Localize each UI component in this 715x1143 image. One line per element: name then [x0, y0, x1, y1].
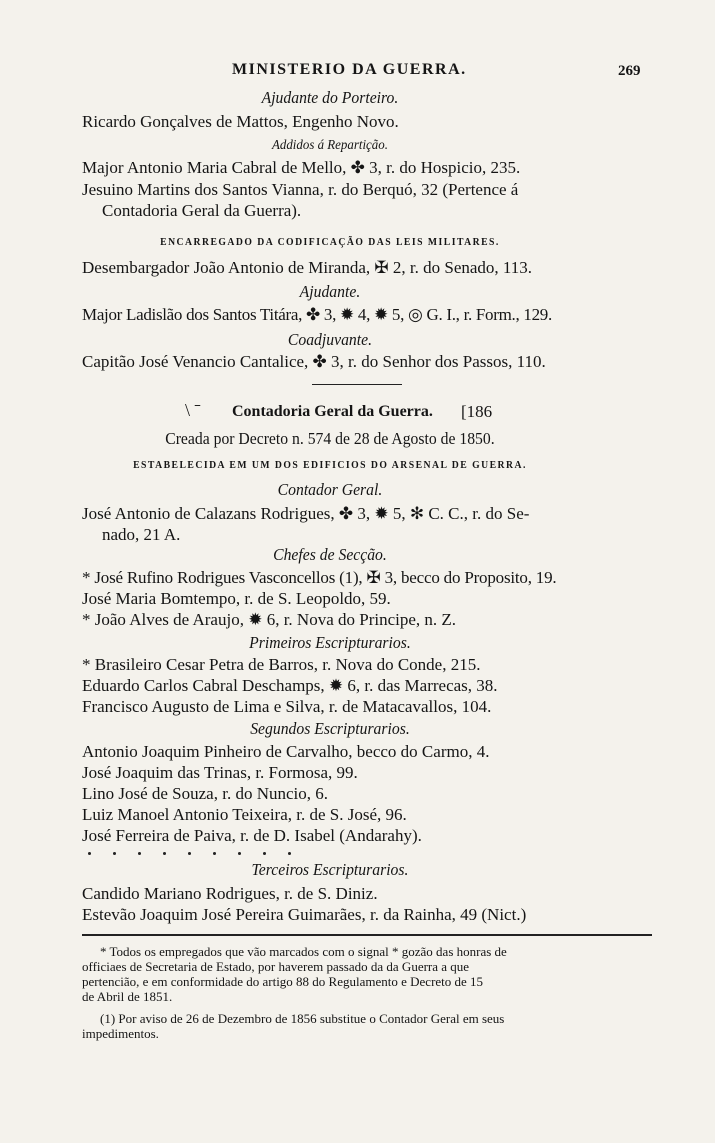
section-heading-contador: Contador Geral. [277, 480, 383, 499]
entry-line: Jesuino Martins dos Santos Vianna, r. do Berquó, 32 (Pertence á [82, 180, 519, 199]
entry-line: Major Ladislão dos Santos Titára, ✤ 3, ✹ 4, ✹ 5, ◎ G. I., r. Form., 129. [82, 305, 552, 324]
list-item: Eduardo Carlos Cabral Deschamps, ✹ 6, r. das Marrecas, 38. [82, 676, 498, 695]
list-item: * João Alves de Araujo, ✹ 6, r. Nova do Principe, n. Z. [82, 610, 457, 629]
footnote-text: de Abril de 1851. [82, 989, 173, 1004]
handwritten-note: [186 [461, 402, 493, 421]
footnote-text: pertencião, e em conformidade do artigo 88 do Regulamento e Decreto de 15 [82, 974, 484, 989]
section-heading-ajudante-porteiro: Ajudante do Porteiro. [261, 88, 399, 107]
section-heading-terceiros: Terceiros Escripturarios. [251, 860, 409, 879]
section-heading-segundos: Segundos Escripturarios. [250, 719, 410, 738]
list-item: José Ferreira de Paiva, r. de D. Isabel (Andarahy). [82, 826, 422, 845]
section-heading-codificacao: ENCARREGADO DA CODIFICAÇÃO DAS LEIS MILITARES. [160, 237, 500, 248]
list-item: Lino José de Souza, r. do Nuncio, 6. [82, 784, 328, 803]
list-item: Antonio Joaquim Pinheiro de Carvalho, becco do Carmo, 4. [82, 742, 490, 761]
location-note: ESTABELECIDA EM UM DOS EDIFICIOS DO ARSENAL DE GUERRA. [133, 460, 527, 471]
section-heading-chefes: Chefes de Secção. [273, 545, 387, 564]
list-item: * Brasileiro Cesar Petra de Barros, r. Nova do Conde, 215. [82, 655, 481, 674]
section-heading-primeiros: Primeiros Escripturarios. [249, 633, 411, 652]
creation-decree: Creada por Decreto n. 574 de 28 de Agosto de 1850. [165, 429, 495, 448]
entry-line: Desembargador João Antonio de Miranda, ✠ 2, r. do Senado, 113. [82, 258, 533, 277]
list-item: José Joaquim das Trinas, r. Formosa, 99. [82, 763, 358, 782]
list-item: Estevão Joaquim José Pereira Guimarães, r. da Rainha, 49 (Nict.) [82, 905, 527, 924]
handwritten-mark: \ ˉ [185, 400, 201, 420]
section-heading-ajudante: Ajudante. [299, 282, 361, 301]
section-heading-addidos: Addidos á Repartição. [271, 138, 388, 153]
list-item: Candido Mariano Rodrigues, r. de S. Diniz. [82, 884, 378, 903]
entry-line: José Antonio de Calazans Rodrigues, ✤ 3, ✹ 5, ✻ C. C., r. do Se- [82, 504, 530, 523]
footnote-text: * Todos os empregados que vão marcados com o signal * gozão das honras de [100, 944, 507, 959]
section-divider [312, 384, 402, 385]
section-heading-coadjuvante: Coadjuvante. [287, 330, 373, 349]
list-item: * José Rufino Rodrigues Vasconcellos (1), ✠ 3, becco do Proposito, 19. [82, 568, 557, 587]
footnote-divider [82, 934, 652, 936]
page-title: MINISTERIO DA GUERRA. [232, 61, 467, 78]
footnote-text: (1) Por aviso de 26 de Dezembro de 1856 substitue o Contador Geral em seus [100, 1011, 505, 1026]
section-title-contadoria: Contadoria Geral da Guerra. [232, 403, 433, 420]
footnote-text: officiaes de Secretaria de Estado, por haverem passado da da Guerra a que [82, 959, 470, 974]
entry-line-continuation: Contadoria Geral da Guerra). [102, 201, 302, 220]
entry-line: Major Antonio Maria Cabral de Mello, ✤ 3, r. do Hospicio, 235. [82, 158, 521, 177]
entry-line-continuation: nado, 21 A. [102, 525, 181, 544]
list-item: José Maria Bomtempo, r. de S. Leopoldo, 59. [82, 589, 391, 608]
entry-line: Capitão José Venancio Cantalice, ✤ 3, r. do Senhor dos Passos, 110. [82, 352, 546, 371]
entry-line: Ricardo Gonçalves de Mattos, Engenho Novo. [82, 112, 399, 131]
list-item: Luiz Manoel Antonio Teixeira, r. de S. José, 96. [82, 805, 407, 824]
page-number: 269 [618, 63, 641, 79]
list-item: Francisco Augusto de Lima e Silva, r. de Matacavallos, 104. [82, 697, 492, 716]
footnote-text: impedimentos. [82, 1026, 159, 1041]
